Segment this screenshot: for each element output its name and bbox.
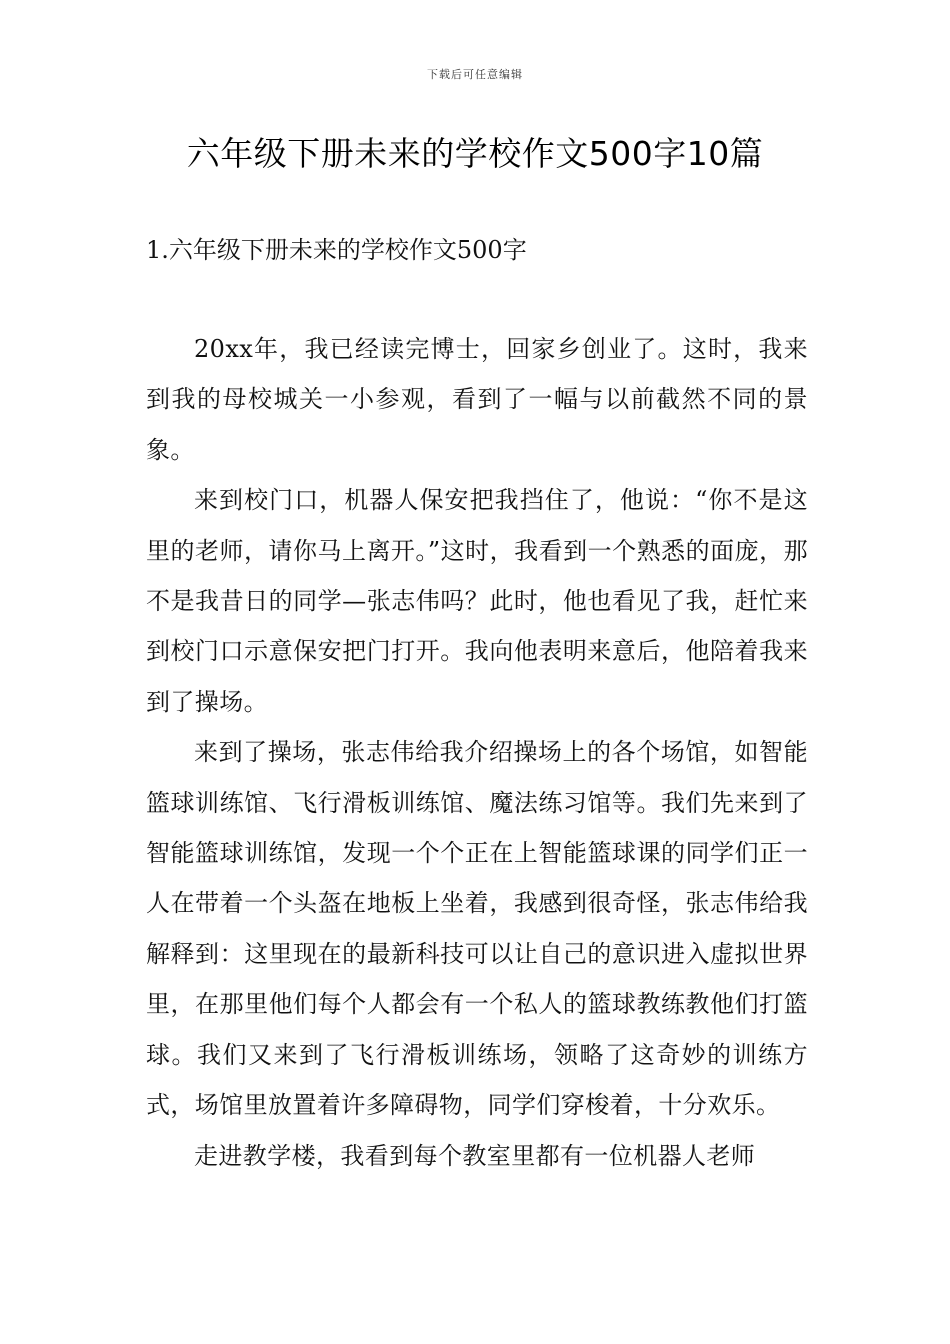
header-note: 下载后可任意编辑: [427, 68, 523, 81]
essay-paragraph: 走进教学楼，我看到每个教室里都有一位机器人老师: [194, 1141, 756, 1170]
essay-paragraph: 20xx年，我已经读完博士，回家乡创业了。这时，我来到我的母校城关一小参观，看到了一幅与以前截然不同的景象。: [146, 335, 808, 464]
essay-paragraph: 来到校门口，机器人保安把我挡住了，他说：“你不是这里的老师，请你马上离开。”这时，我看到一个熟悉的面庞，那不是我昔日的同学—张志伟吗？此时，他也看见了我，赶忙来到校门口示意保安把门打开。我向他表明来意后，他陪着我来到了操场。: [146, 486, 808, 716]
document-title: 六年级下册未来的学校作文500字10篇: [186, 134, 764, 173]
section-heading: 1.六年级下册未来的学校作文500字: [146, 236, 527, 264]
essay-body: [146, 324, 808, 1181]
essay-paragraph: 来到了操场，张志伟给我介绍操场上的各个场馆，如智能篮球训练馆、飞行滑板训练馆、魔法练习馆等。我们先来到了智能篮球训练馆，发现一个个正在上智能篮球课的同学们正一人在带着一个头盔在地板上坐着，我感到很奇怪，张志伟给我解释到：这里现在的最新科技可以让自己的意识进入虚拟世界里，在那里他们每个人都会有一个私人的篮球教练教他们打篮球。我们又来到了飞行滑板训练场，领略了这奇妙的训练方式，场馆里放置着许多障碍物，同学们穿梭着，十分欢乐。: [146, 738, 808, 1120]
